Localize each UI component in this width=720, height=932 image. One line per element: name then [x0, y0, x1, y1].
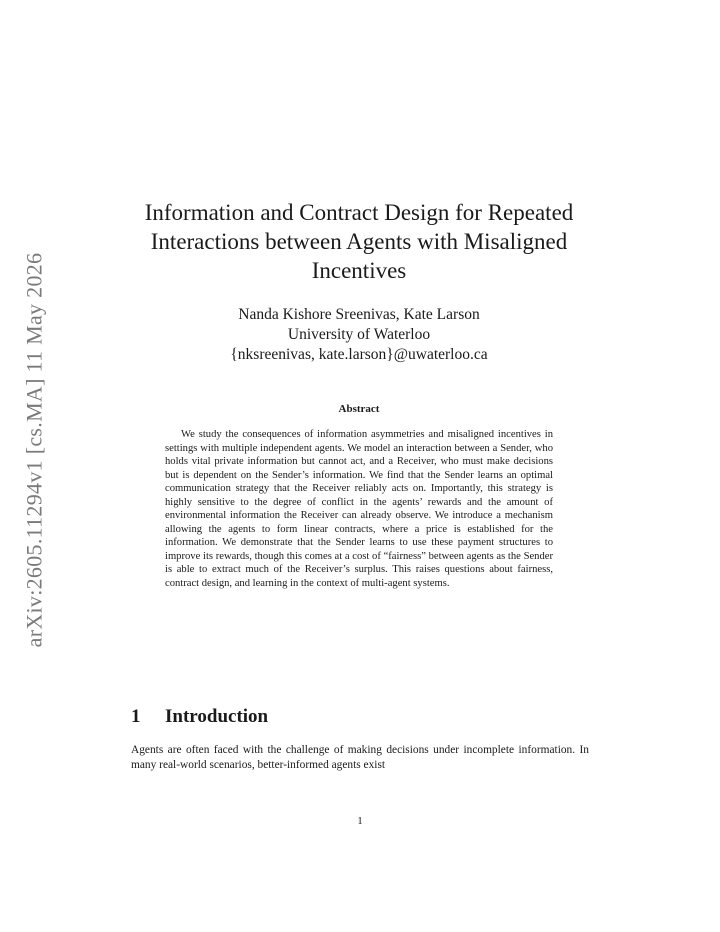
author-affiliation: University of Waterloo: [287, 326, 431, 343]
section-number: 1: [131, 706, 141, 727]
section-title: Introduction: [165, 706, 269, 727]
author-email: {nksreenivas, kate.larson}@uwaterloo.ca: [230, 346, 488, 363]
author-block: [160, 305, 558, 365]
paper-title: Information and Contract Design for Repeated Interactions between Agents with Misaligned Incentives: [144, 200, 574, 283]
page-number: 1: [357, 815, 363, 827]
introduction-paragraph: Agents are often faced with the challenge of making decisions under incomplete information. In many real-world scenarios, better-informed agents exist: [131, 744, 589, 772]
arxiv-identifier-stamp: [14, 252, 54, 648]
author-names: Nanda Kishore Sreenivas, Kate Larson: [238, 306, 480, 323]
arxiv-identifier-text: arXiv:2605.11294v1 [cs.MA] 11 May 2026: [21, 252, 47, 648]
section-heading-introduction: [131, 706, 591, 728]
abstract-body: We study the consequences of information asymmetries and misaligned incentives in settings with multiple independent agents. We model an interaction between a Sender, who holds vital private information but cannot act, and a Receiver, who must make decisions but is dependent on the Sender’s information. We find that the Sender learns an optimal communication strategy that the Receiver reliably acts on. Importantly, this strategy is highly sensitive to the degree of conflict in the agents’ rewards and the amount of environmental information the Receiver can already observe. We introduce a mechanism allowing the agents to form linear contracts, where a price is established for the information. We demonstrate that the Sender learns to use these payment structures to improve its rewards, though this comes at a cost of “fairness” between agents as the Sender is able to extract much of the Receiver’s surplus. This raises questions about fairness, contract design, and learning in the context of multi-agent systems.: [165, 429, 553, 590]
abstract-heading: Abstract: [338, 403, 380, 415]
